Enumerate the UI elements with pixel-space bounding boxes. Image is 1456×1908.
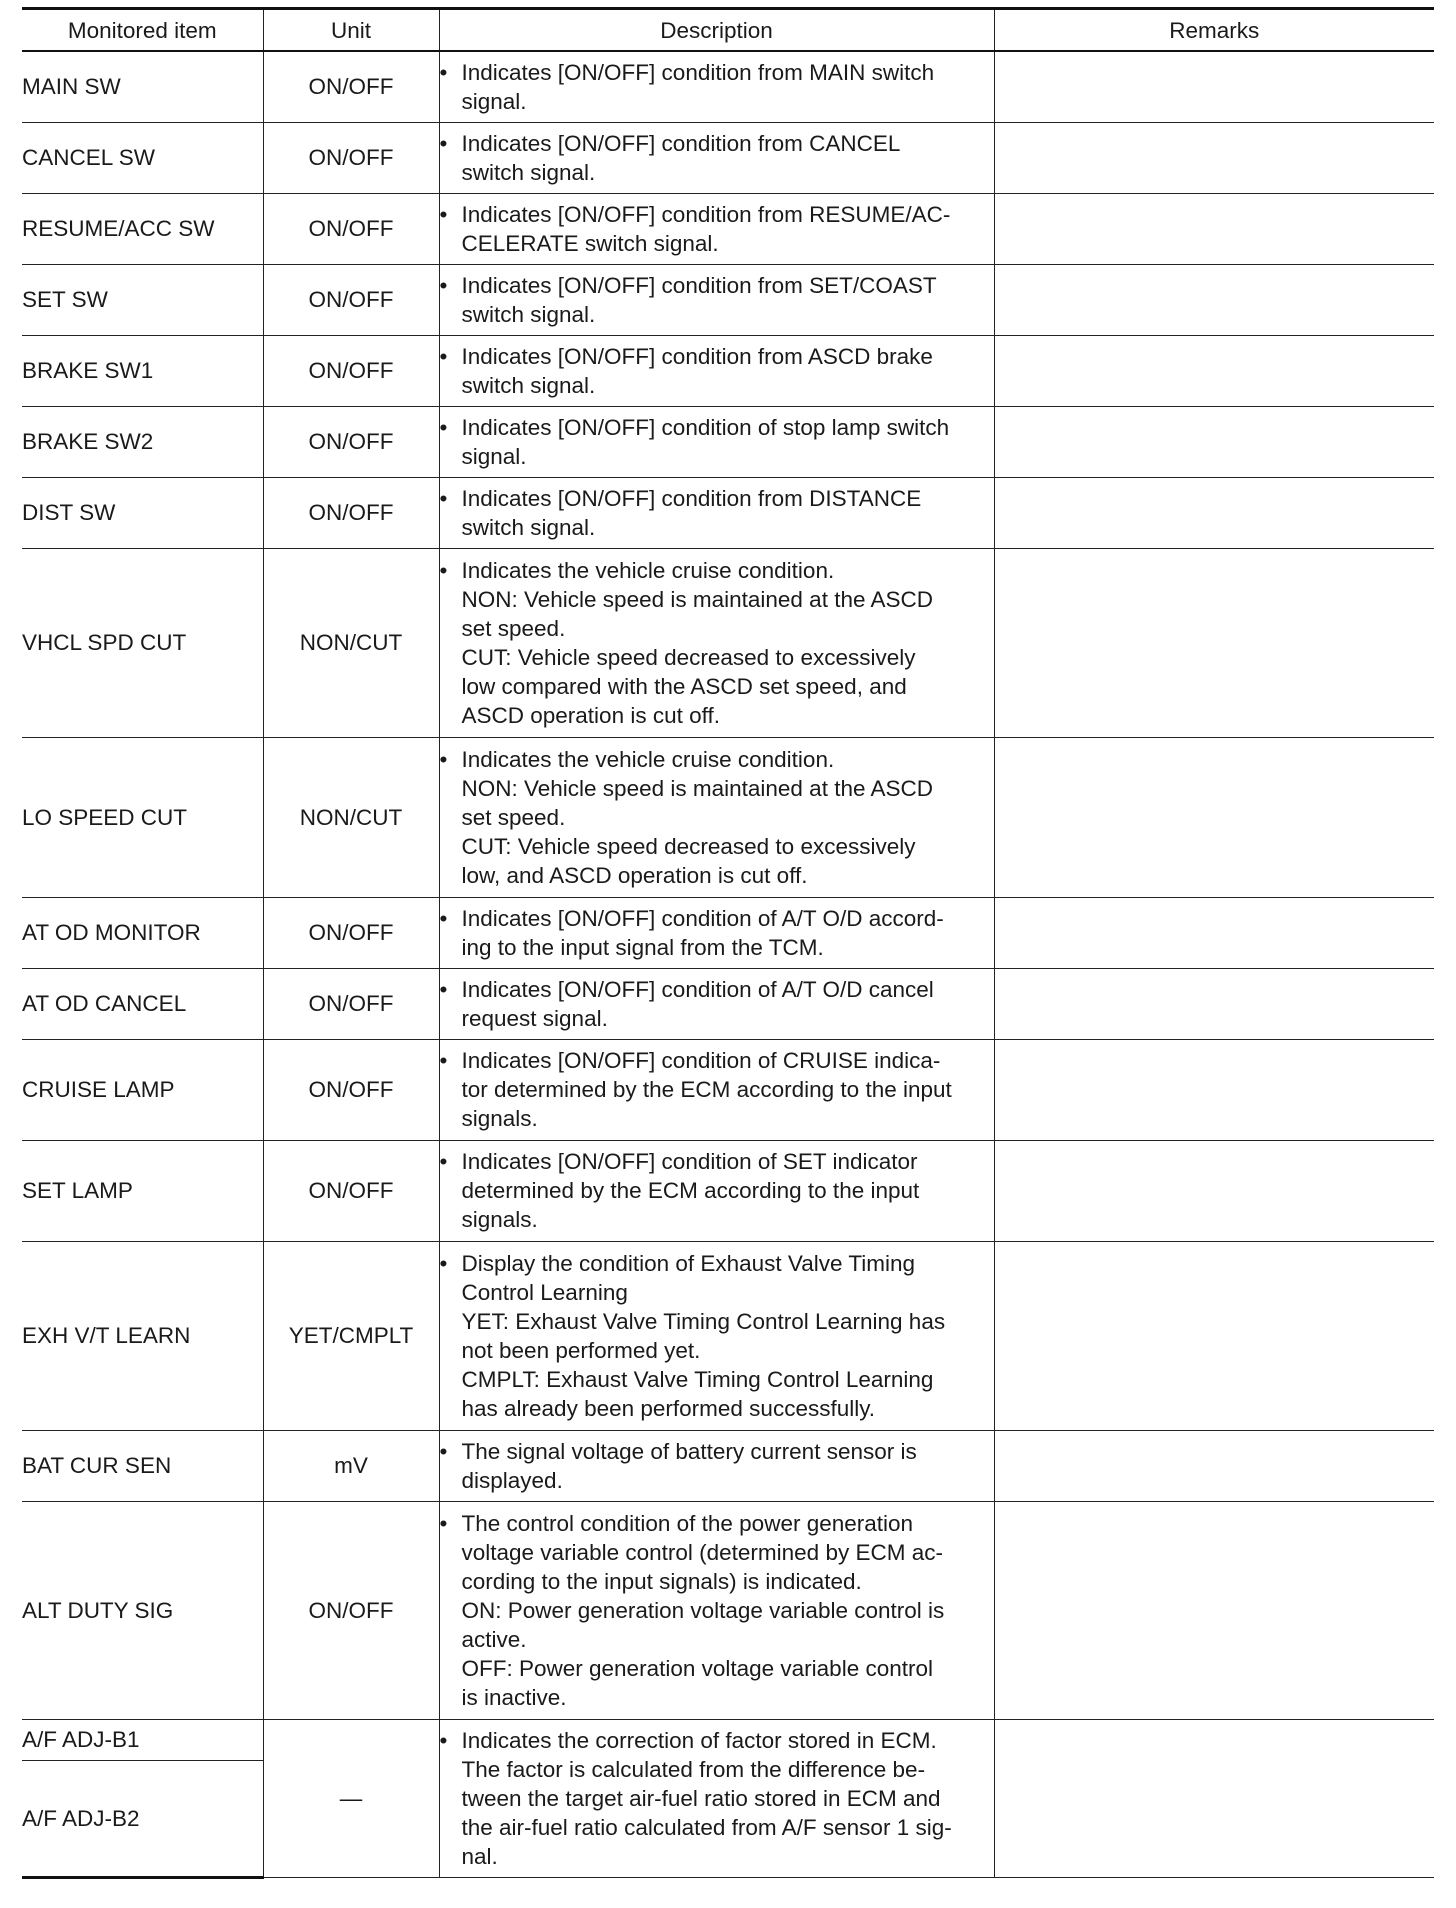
table-row bbox=[22, 406, 1434, 477]
remarks bbox=[994, 1039, 1434, 1140]
description-line: switch signal. bbox=[461, 372, 596, 398]
description bbox=[439, 193, 994, 264]
description-line: has already been performed successfully. bbox=[461, 1395, 876, 1421]
table-row bbox=[22, 1501, 1434, 1719]
remarks bbox=[994, 264, 1434, 335]
bullet: • bbox=[439, 414, 448, 440]
description-line: switch signal. bbox=[461, 514, 596, 540]
description-line: tor determined by the ECM according to the input bbox=[461, 1077, 952, 1102]
description-line: displayed. bbox=[461, 1467, 563, 1493]
description bbox=[439, 968, 994, 1039]
bullet: • bbox=[439, 272, 448, 298]
description-line: tween the target air-fuel ratio stored in ECM and bbox=[461, 1785, 941, 1811]
description-line: OFF: Power generation voltage variable control bbox=[461, 1655, 933, 1681]
table-row bbox=[22, 335, 1434, 406]
description-line: Indicates [ON/OFF] condition from SET/COAST bbox=[461, 272, 937, 298]
description-line: switch signal. bbox=[461, 159, 596, 185]
table-row bbox=[22, 477, 1434, 548]
table-row bbox=[22, 897, 1434, 968]
monitored-item: A/F ADJ-B1 bbox=[22, 1719, 263, 1760]
monitored-items-table bbox=[22, 7, 1434, 1879]
header-description: Description bbox=[439, 9, 994, 52]
description bbox=[439, 1430, 994, 1501]
monitored-item: BRAKE SW2 bbox=[22, 406, 263, 477]
unit: ON/OFF bbox=[263, 897, 439, 968]
unit: ON/OFF bbox=[263, 968, 439, 1039]
monitored-item: VHCL SPD CUT bbox=[22, 548, 263, 737]
description-line: set speed. bbox=[461, 615, 566, 641]
table-row bbox=[22, 737, 1434, 897]
description-line: Indicates the vehicle cruise condition. bbox=[461, 746, 835, 772]
description-line: Indicates [ON/OFF] condition of A/T O/D cancel bbox=[461, 976, 934, 1002]
description-line: CELERATE switch signal. bbox=[461, 230, 719, 256]
description-line: Indicates [ON/OFF] condition from CANCEL bbox=[461, 130, 901, 156]
monitored-item: RESUME/ACC SW bbox=[22, 193, 263, 264]
unit: ON/OFF bbox=[263, 122, 439, 193]
remarks bbox=[994, 1719, 1434, 1877]
bullet: • bbox=[439, 905, 448, 931]
monitored-item: EXH V/T LEARN bbox=[22, 1241, 263, 1430]
bullet: • bbox=[439, 1149, 448, 1174]
unit: NON/CUT bbox=[263, 737, 439, 897]
monitored-item: LO SPEED CUT bbox=[22, 737, 263, 897]
description-line: set speed. bbox=[461, 804, 566, 830]
monitored-item: A/F ADJ-B2 bbox=[22, 1760, 263, 1877]
monitored-item: DIST SW bbox=[22, 477, 263, 548]
bullet: • bbox=[439, 201, 448, 227]
unit: ON/OFF bbox=[263, 335, 439, 406]
remarks bbox=[994, 406, 1434, 477]
description bbox=[439, 897, 994, 968]
description-line: CUT: Vehicle speed decreased to excessively bbox=[461, 644, 916, 670]
description-line: The signal voltage of battery current sensor is bbox=[461, 1438, 917, 1464]
description-line: Control Learning bbox=[461, 1279, 628, 1305]
description-line: the air-fuel ratio calculated from A/F sensor 1 sig- bbox=[461, 1814, 952, 1840]
unit: ON/OFF bbox=[263, 406, 439, 477]
monitored-item: AT OD MONITOR bbox=[22, 897, 263, 968]
description-line: NON: Vehicle speed is maintained at the ASCD bbox=[461, 775, 934, 801]
unit: ON/OFF bbox=[263, 1039, 439, 1140]
monitored-item: BRAKE SW1 bbox=[22, 335, 263, 406]
unit: NON/CUT bbox=[263, 548, 439, 737]
description-line: Indicates [ON/OFF] condition from MAIN switch bbox=[461, 59, 935, 85]
remarks bbox=[994, 1430, 1434, 1501]
remarks bbox=[994, 1501, 1434, 1719]
remarks bbox=[994, 122, 1434, 193]
description-line: signal. bbox=[461, 443, 527, 469]
remarks bbox=[994, 548, 1434, 737]
description-line: Indicates [ON/OFF] condition of SET indicator bbox=[461, 1149, 918, 1174]
description-line: signal. bbox=[461, 88, 527, 114]
description-line: low, and ASCD operation is cut off. bbox=[461, 862, 808, 888]
description bbox=[439, 1140, 994, 1241]
table-header-row bbox=[22, 9, 1434, 52]
unit: ON/OFF bbox=[263, 264, 439, 335]
bullet: • bbox=[439, 1438, 448, 1464]
description-line: YET: Exhaust Valve Timing Control Learning has bbox=[461, 1308, 946, 1334]
unit: ON/OFF bbox=[263, 51, 439, 122]
bullet: • bbox=[439, 343, 448, 369]
description bbox=[439, 406, 994, 477]
description bbox=[439, 1241, 994, 1430]
monitored-item: SET LAMP bbox=[22, 1140, 263, 1241]
table-row bbox=[22, 1039, 1434, 1140]
remarks bbox=[994, 51, 1434, 122]
table-row bbox=[22, 264, 1434, 335]
table-row bbox=[22, 1719, 1434, 1760]
description-line: ing to the input signal from the TCM. bbox=[461, 934, 824, 960]
table-row bbox=[22, 1140, 1434, 1241]
description-line: signals. bbox=[461, 1106, 538, 1131]
description bbox=[439, 477, 994, 548]
description-line: The factor is calculated from the difference be- bbox=[461, 1756, 926, 1782]
description-line: is inactive. bbox=[461, 1684, 567, 1710]
monitored-item: CANCEL SW bbox=[22, 122, 263, 193]
description-line: Indicates [ON/OFF] condition from RESUME/AC- bbox=[461, 201, 951, 227]
description-line: request signal. bbox=[461, 1005, 608, 1031]
bullet: • bbox=[439, 59, 448, 85]
monitored-item: ALT DUTY SIG bbox=[22, 1501, 263, 1719]
monitored-item: AT OD CANCEL bbox=[22, 968, 263, 1039]
description bbox=[439, 264, 994, 335]
unit: YET/CMPLT bbox=[263, 1241, 439, 1430]
bullet: • bbox=[439, 1510, 448, 1536]
description-line: switch signal. bbox=[461, 301, 596, 327]
description bbox=[439, 335, 994, 406]
bullet: • bbox=[439, 1727, 448, 1753]
table-row bbox=[22, 51, 1434, 122]
header-monitored-item: Monitored item bbox=[22, 9, 263, 52]
description bbox=[439, 1039, 994, 1140]
description-line: Indicates the correction of factor stored in ECM. bbox=[461, 1727, 937, 1753]
table-row bbox=[22, 193, 1434, 264]
description-line: The control condition of the power generation bbox=[461, 1510, 914, 1536]
remarks bbox=[994, 335, 1434, 406]
description bbox=[439, 1501, 994, 1719]
unit: — bbox=[263, 1719, 439, 1877]
remarks bbox=[994, 477, 1434, 548]
monitored-item: CRUISE LAMP bbox=[22, 1039, 263, 1140]
description-line: Indicates [ON/OFF] condition from ASCD brake bbox=[461, 343, 933, 369]
unit: ON/OFF bbox=[263, 193, 439, 264]
description-line: Display the condition of Exhaust Valve Timing bbox=[461, 1250, 916, 1276]
description-line: nal. bbox=[461, 1843, 498, 1869]
description-line: voltage variable control (determined by ECM ac- bbox=[461, 1539, 943, 1565]
bullet: • bbox=[439, 130, 448, 156]
description-line: ASCD operation is cut off. bbox=[461, 702, 720, 728]
description-line: CMPLT: Exhaust Valve Timing Control Learning bbox=[461, 1366, 934, 1392]
description-line: active. bbox=[461, 1626, 527, 1652]
description-line: Indicates [ON/OFF] condition from DISTANCE bbox=[461, 485, 922, 511]
description bbox=[439, 51, 994, 122]
description-line: Indicates [ON/OFF] condition of stop lamp switch bbox=[461, 414, 950, 440]
remarks bbox=[994, 737, 1434, 897]
description-line: Indicates the vehicle cruise condition. bbox=[461, 557, 835, 583]
description-line: determined by the ECM according to the input bbox=[461, 1178, 920, 1203]
description-line: low compared with the ASCD set speed, and bbox=[461, 673, 907, 699]
unit: ON/OFF bbox=[263, 1140, 439, 1241]
monitored-item: MAIN SW bbox=[22, 51, 263, 122]
description bbox=[439, 1719, 994, 1877]
header-unit: Unit bbox=[263, 9, 439, 52]
description-line: signals. bbox=[461, 1207, 538, 1232]
monitored-item: BAT CUR SEN bbox=[22, 1430, 263, 1501]
bullet: • bbox=[439, 746, 448, 772]
description bbox=[439, 737, 994, 897]
bullet: • bbox=[439, 557, 448, 583]
remarks bbox=[994, 968, 1434, 1039]
table-row bbox=[22, 1430, 1434, 1501]
bullet: • bbox=[439, 976, 448, 1002]
remarks bbox=[994, 193, 1434, 264]
unit: mV bbox=[263, 1430, 439, 1501]
remarks bbox=[994, 1140, 1434, 1241]
monitored-item: SET SW bbox=[22, 264, 263, 335]
unit: ON/OFF bbox=[263, 477, 439, 548]
description bbox=[439, 548, 994, 737]
description-line: CUT: Vehicle speed decreased to excessively bbox=[461, 833, 916, 859]
description-line: Indicates [ON/OFF] condition of CRUISE indica- bbox=[461, 1048, 941, 1073]
table-row bbox=[22, 122, 1434, 193]
unit: ON/OFF bbox=[263, 1501, 439, 1719]
description-line: not been performed yet. bbox=[461, 1337, 701, 1363]
bullet: • bbox=[439, 485, 448, 511]
remarks bbox=[994, 897, 1434, 968]
table-row bbox=[22, 968, 1434, 1039]
table-row bbox=[22, 1241, 1434, 1430]
description bbox=[439, 122, 994, 193]
description-line: NON: Vehicle speed is maintained at the ASCD bbox=[461, 586, 934, 612]
bullet: • bbox=[439, 1250, 448, 1276]
description-line: cording to the input signals) is indicated. bbox=[461, 1568, 862, 1594]
bullet: • bbox=[439, 1048, 448, 1073]
description-line: ON: Power generation voltage variable control is bbox=[461, 1597, 945, 1623]
remarks bbox=[994, 1241, 1434, 1430]
description-line: Indicates [ON/OFF] condition of A/T O/D accord- bbox=[461, 905, 944, 931]
table-row bbox=[22, 548, 1434, 737]
header-remarks: Remarks bbox=[994, 9, 1434, 52]
